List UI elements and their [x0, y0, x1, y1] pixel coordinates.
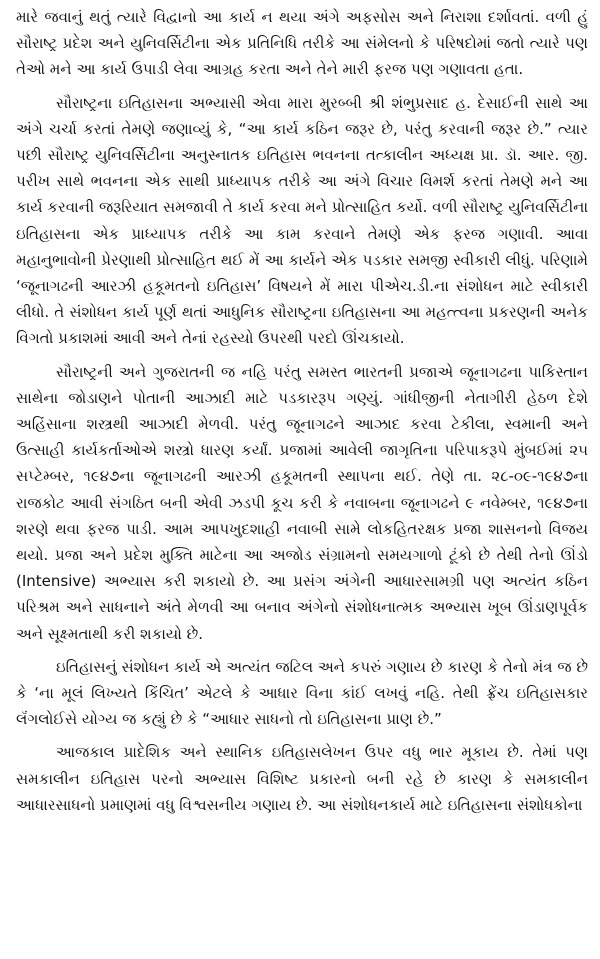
paragraph-4: ઇતિહાસનું સંશોધન કાર્ય એ અત્યંત જટિલ અને કપરું ગણાય છે કારણ કે તેનો મંત્ર જ છે કે ‘ના મૂલં લિખ્યતે કિંચિત’ એટલે કે આધાર વિના કાંઈ લખવું નહિ. તેથી ફ્રેંચ ઇતિહાસકાર લૅંગલોઈસે યોગ્ય જ કહ્યું છે કે “આધાર સાધનો તો ઇતિહાસના પ્રાણ છે.”	[16, 657, 588, 729]
paragraph-3: સૌરાષ્ટ્રની અને ગુજરાતની જ નહિ પરંતુ સમસ્ત ભારતની પ્રજાએ જૂનાગઢના પાકિસ્તાન સાથેના જોડાણને પોતાની આઝાદી માટે પડકારરૂપ ગણ્યું. ગાંધીજીની નેતાગીરી હેઠળ દેશે અહિંસાના શસ્ત્રથી આઝાદી મેળવી. પરંતુ જૂનાગઢને આઝાદ કરવા ટેકીલા, સ્વમાની અને ઉત્સાહી કાર્યકર્તાઓએ શસ્ત્રો ધારણ કર્યાં. પ્રજામાં આવેલી જાગૃતિના પરિપાકરૂપે મુંબઈમાં ૨૫ સપ્ટેમ્બર, ૧૯૪૭ના જૂનાગઢની આરઝી હકૂમતની સ્થાપના થઈ. તેણે તા. ૨૮-૦૯-૧૯૪૭ના રાજકોટ આવી સંગઠિત બની એવી ઝડપી કૂચ કરી કે નવાબના જૂનાગઢને ૯ નવેમ્બર, ૧૯૪૭ના શરણે થવા ફરજ પાડી. આમ આપખુદશાહી નવાબી સામે લોકહિતરક્ષક પ્રજા શાસનનો વિજય થયો. પ્રજા અને પ્રદેશ મુક્તિ માટેના આ અજોડ સંગ્રામનો સમયગાળો ટૂંકો છે તેથી તેનો ઊંડો (Intensive) અભ્યાસ કરી શકાયો છે. આ પ્રસંગ અંગેની આધારસામગ્રી પણ અત્યંત કઠિન પરિશ્રમ અને સાધનાને અંતે મેળવી આ બનાવ અંગેનો સંશોધનાત્મક અભ્યાસ ખૂબ ઊંડાણપૂર્વક અને સૂક્ષ્મતાથી કરી શકાયો છે.	[16, 362, 588, 643]
paragraph-1: મારે જવાનું થતું ત્યારે વિદ્વાનો આ કાર્ય ન થયા અંગે અફસોસ અને નિરાશા દર્શાવતાં. વળી હું સૌરાષ્ટ્ર પ્રદેશ અને યુનિવર્સિટીના એક પ્રતિનિધિ તરીકે આ સંમેલનો કે પરિષદોમાં જતો ત્યારે પણ તેઓ મને આ કાર્ય ઉપાડી લેવા આગ્રહ કરતા અને તેને મારી ફરજ પણ ગણાવતા હતા.	[16, 8, 588, 79]
paragraph-2: સૌરાષ્ટ્રના ઇતિહાસના અભ્યાસી એવા મારા મુરબ્બી શ્રી શંભુપ્રસાદ હ. દેસાઈની સાથે આ અંગે ચર્ચા કરતાં તેમણે જણાવ્યું કે, “આ કાર્ય કઠિન જરૂર છે, પરંતુ કરવાની જરૂર છે.” ત્યાર પછી સૌરાષ્ટ્ર યુનિવર્સિટીના અનુસ્નાતક ઇતિહાસ ભવનના તત્કાલીન અધ્યક્ષ પ્રા. ડૉ. આર. જી. પરીખ સાથે ભવનના એક સાથી પ્રાધ્યાપક તરીકે આ અંગે વિચાર વિમર્શ કરતાં તેમણે મને આ કાર્ય કરવાની જરૂરિયાત સમજાવી તે કાર્ય કરવા મને પ્રોત્સાહિત કર્યો. વળી સૌરાષ્ટ્ર યુનિવર્સિટીના ઇતિહાસના એક પ્રાધ્યાપક તરીકે આ કામ કરવાને તેમણે એક ફરજ ગણાવી. આવા મહાનુભાવોની પ્રેરણાથી પ્રોત્સાહિત થઈ મેં આ કાર્યને એક પડકાર સમજી સ્વીકારી લીધું. પરિણામે ‘જૂનાગઢની આરઝી હકૂમતનો ઇતિહાસ’ વિષયને મેં મારા પીએચ.ડી.ના સંશોધન માટે સ્વીકારી લીધો. તે સંશોધન કાર્ય પૂર્ણ થતાં આધુનિક સૌરાષ્ટ્રના ઇતિહાસના આ મહત્ત્વના પ્રકરણની અનેક વિગતો પ્રકાશમાં આવી અને તેનાં રહસ્યો ઉપરથી પરદો ઊંચકાયો.	[16, 93, 588, 348]
paragraph-5: આજકાલ પ્રાદેશિક અને સ્થાનિક ઇતિહાસલેખન ઉપર વધુ ભાર મૂકાય છે. તેમાં પણ સમકાલીન ઇતિહાસ પરનો અભ્યાસ વિશિષ્ટ પ્રકારનો બની રહે છે કારણ કે સમકાલીન આધારસાધનો પ્રમાણમાં વધુ વિશ્વસનીય ગણાય છે. આ સંશોધનકાર્ય માટે ઇતિહાસના સંશોધકોના	[16, 743, 588, 814]
